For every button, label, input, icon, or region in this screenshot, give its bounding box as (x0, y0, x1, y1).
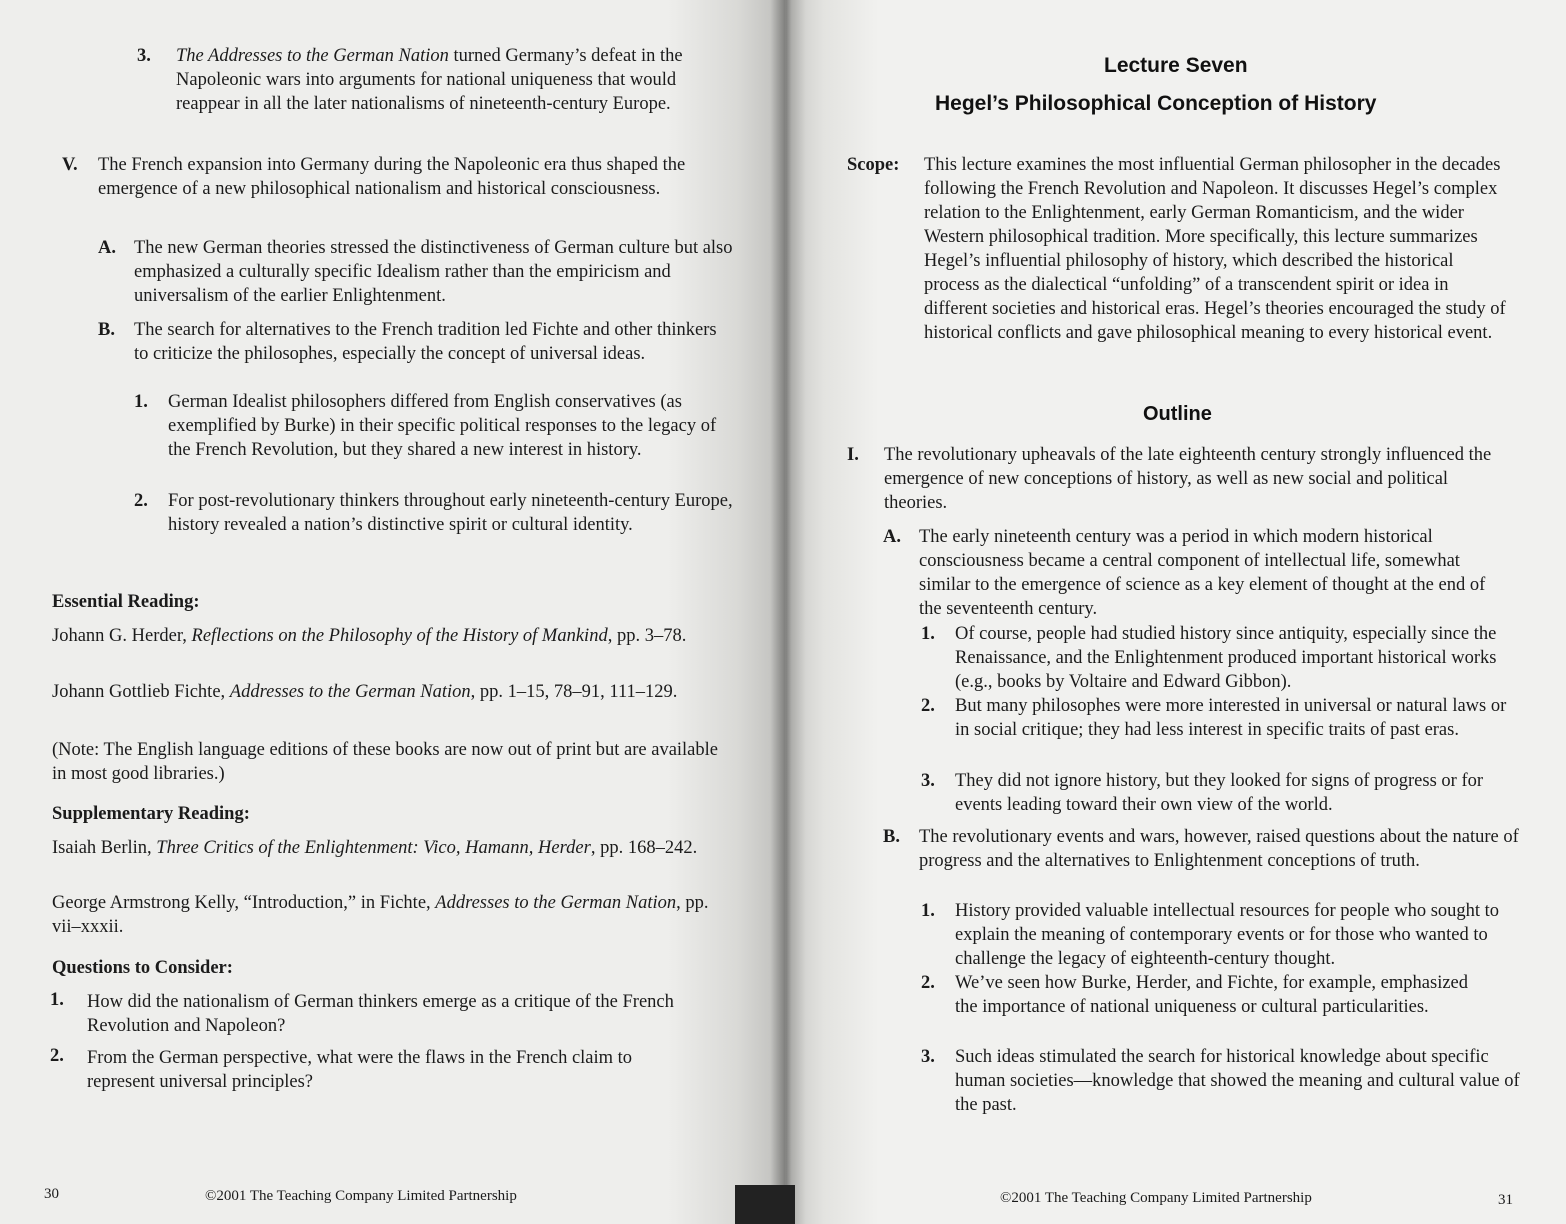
item-text: We’ve seen how Burke, Herder, and Fichte, for example, emphasized the importance of national uniqueness or cultural particularities. (955, 973, 1469, 1017)
item-label: 3. (137, 46, 151, 66)
item-label: 2. (921, 973, 935, 993)
pages: , pp. 1–15, 78–91, 111–129. (470, 682, 678, 702)
item-text: The search for alternatives to the French tradition led Fichte and other thinkers to criticize the philosophes, especially the concept of universal ideas. (134, 320, 717, 364)
item-label: 2. (921, 696, 935, 716)
item-label: 1. (134, 392, 148, 412)
book-gutter (770, 0, 806, 1224)
item-text-rest: turned Germany’s defeat in the Napoleonic wars into arguments for national uniqueness that would reappear in all the later nationalisms of nineteenth-century Europe. (176, 46, 683, 114)
pages: , pp. 168–242. (590, 838, 698, 858)
item-label: B. (98, 320, 115, 340)
item-text: Such ideas stimulated the search for historical knowledge about specific human societies—knowledge that showed the meaning and cultural value of the past. (955, 1047, 1520, 1115)
scope-label: Scope: (847, 155, 900, 175)
book-title: Three Critics of the Enlightenment: Vico, Hamann, Herder (156, 838, 591, 858)
book-title: The Addresses to the German Nation (176, 46, 449, 66)
supplementary-reading-heading: Supplementary Reading: (52, 804, 250, 824)
outline-heading: Outline (1143, 403, 1212, 425)
item-text: The French expansion into Germany during the Napoleonic era thus shaped the emergence of a new philosophical nationalism and historical consciousness. (98, 155, 686, 199)
item-text: The revolutionary upheavals of the late eighteenth century strongly influenced the emergence of new conceptions of history, as well as new social and political theories. (884, 445, 1492, 513)
question-text: How did the nationalism of German thinkers emerge as a critique of the French Revolution and Napoleon? (87, 992, 674, 1036)
item-label: 1. (921, 901, 935, 921)
spine-shadow (735, 1185, 795, 1224)
item-label: A. (883, 527, 901, 547)
lecture-number: Lecture Seven (1104, 54, 1248, 77)
reading-entry (52, 836, 732, 860)
author: George Armstrong Kelly, “Introduction,” in Fichte, (52, 893, 436, 913)
item-label: 2. (134, 491, 148, 511)
item-label: A. (98, 238, 116, 258)
pages: , pp. vii–xxxii. (52, 893, 709, 937)
page-number: 31 (1498, 1192, 1513, 1208)
item-text: For post-revolutionary thinkers throughout early nineteenth-century Europe, history revealed a nation’s distinctive spirit or cultural identity. (168, 491, 733, 535)
footer-copyright: ©2001 The Teaching Company Limited Partnership (1000, 1190, 1312, 1206)
lecture-title: Hegel’s Philosophical Conception of History (935, 92, 1377, 115)
item-text: History provided valuable intellectual resources for people who sought to explain the meaning of contemporary events or for those who wanted to challenge the legacy of eighteenth-century thought. (955, 901, 1500, 969)
book-title: Addresses to the German Nation (435, 893, 677, 913)
item-label: I. (847, 445, 859, 465)
item-text: Of course, people had studied history since antiquity, especially since the Renaissance, and the Enlightenment produced important historical works (e.g., books by Voltaire and Edward Gibbon). (955, 624, 1497, 692)
item-text (176, 44, 721, 116)
author: Johann Gottlieb Fichte, (52, 682, 230, 702)
reading-entry (52, 891, 732, 939)
item-label: V. (62, 155, 78, 175)
page-number: 30 (44, 1186, 59, 1202)
reading-note: (Note: The English language editions of these books are now out of print but are available in most good libraries.) (52, 740, 718, 784)
question-text: From the German perspective, what were the flaws in the French claim to represent universal principles? (87, 1048, 633, 1092)
book-title: Reflections on the Philosophy of the History of Mankind (191, 626, 608, 646)
item-text: The new German theories stressed the distinctiveness of German culture but also emphasized a culturally specific Idealism rather than the empiricism and universalism of the earlier Enlightenment. (134, 238, 733, 306)
essential-reading-heading: Essential Reading: (52, 592, 200, 612)
item-text: But many philosophes were more interested in universal or natural laws or in social critique; they had less interest in specific traits of past eras. (955, 696, 1507, 740)
reading-entry (52, 624, 722, 648)
item-label: 3. (921, 771, 935, 791)
item-label: 1. (921, 624, 935, 644)
item-label: 3. (921, 1047, 935, 1067)
item-text: German Idealist philosophers differed from English conservatives (as exemplified by Burke) in their specific political responses to the legacy of the French Revolution, but they shared a new interest in history. (168, 392, 717, 460)
scope-text: This lecture examines the most influential German philosopher in the decades following the French Revolution and Napoleon. It discusses Hegel’s complex relation to the Enlightenment, early German Romanticism, and the wider Western philosophical tradition. More specifically, this lecture summarizes Hegel’s influential philosophy of history, which described the historical process as the dialectical “unfolding” of a transcendent spirit or idea in different societies and historical eras. Hegel’s theories encouraged the study of historical conflicts and gave philosophical meaning to every historical event. (924, 155, 1506, 343)
questions-heading: Questions to Consider: (52, 958, 233, 978)
reading-entry (52, 680, 724, 704)
item-text: The early nineteenth century was a period in which modern historical consciousness became a central component of intellectual life, somewhat similar to the emergence of science as a key element of thought at the end of the seventeenth century. (919, 527, 1486, 619)
pages: , pp. 3–78. (607, 626, 687, 646)
item-text: They did not ignore history, but they looked for signs of progress or for events leading toward their own view of the world. (955, 771, 1484, 815)
author: Johann G. Herder, (52, 626, 192, 646)
item-text: The revolutionary events and wars, however, raised questions about the nature of progress and the alternatives to Enlightenment conceptions of truth. (919, 827, 1519, 871)
book-title: Addresses to the German Nation (229, 682, 471, 702)
author: Isaiah Berlin, (52, 838, 157, 858)
right-page (785, 0, 1566, 1224)
footer-copyright: ©2001 The Teaching Company Limited Partnership (205, 1188, 517, 1204)
question-label: 1. (50, 990, 64, 1010)
question-label: 2. (50, 1046, 64, 1066)
item-label: B. (883, 827, 900, 847)
